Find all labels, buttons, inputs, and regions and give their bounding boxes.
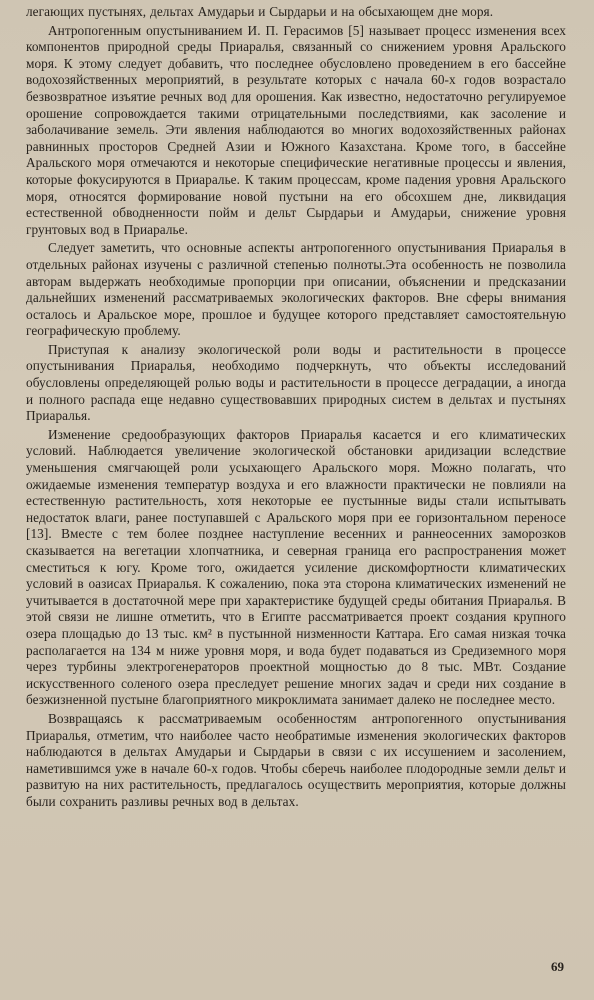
paragraph-anthropogenic-desertification: Антропогенным опустыниванием И. П. Герасимов [5] называет процесс изменения всех компонентов природной среды Приаралья, связанный со снижением уровня Аральского моря. К этому следует добавить, что последнее обусловлено проведением в его бассейне водохозяйственных мероприятий, в результате которых с начала 60-х годов возрастало безвозвратное изъятие речных вод для орошения. Как известно, недостаточно регулируемое орошение сопровождается такими отрицательными последствиями, как засоление и заболачивание земель. Эти явления наблюдаются во многих водохозяйственных районах равнинных просторов Средней Азии и Южного Казахстана. Кроме того, в бассейне Аральского моря отмечаются и некоторые специфические негативные процессы и явления, которые фокусируются в Приаралье. К таким процессам, кроме падения уровня Аральского моря, относятся формирование новой пустыни на его обсохшем дне, ликвидация естественной обводненности пойм и дельт Сырдарьи и Амударьи, снижение уровня грунтовых вод в Приаралье.: [26, 22, 566, 237]
paragraph-deltas: Возвращаясь к рассматриваемым особенностям антропогенного опустынивания Приаралья, отметим, что наиболее часто необратимые изменения экологических факторов наблюдаются в дельтах Амударьи и Сырдарьи в связи с их иссушением и засолением, наметившимся уже в начале 60-х годов. Чтобы сберечь наиболее плодородные земли дельт и развитую на них растительность, предлагалось осуществить мероприятия, которые должны были сохранить разливы речных вод в дельтах.: [26, 710, 566, 809]
body-text: [26, 4, 566, 811]
paragraph-water-vegetation-role: Приступая к анализу экологической роли воды и растительности в процессе опустынивания Приаралья, необходимо подчеркнуть, что объекты исследований обусловлены определяющей ролью воды и растительности в процессе деградации, а иногда и полного распада еще недавно существовавших природных систем в дельтах и пустынях Приаралья.: [26, 341, 566, 424]
page-number: 69: [551, 959, 564, 974]
paragraph-study-aspects: Следует заметить, что основные аспекты антропогенного опустынивания Приаралья в отдельных районах изучены с различной степенью полноты.Эта особенность не позволила авторам выдержать необходимые пропорции при описании, объяснении и предсказании дальнейших изменений рассматриваемых экологических факторов. Вне сферы внимания осталось и Аральское море, прошлое и будущее которого представляет самостоятельную географическую проблему.: [26, 240, 566, 339]
paragraph-climate-change: Изменение средообразующих факторов Приаралья касается и его климатических условий. Наблюдается увеличение экологической обстановки аридизации вследствие уменьшения смягчающей роли усыхающего Аральского моря. Можно полагать, что ожидаемые изменения температур воздуха и его влажности практически не повлияли на естественную растительность, хотя некоторые ее пустынные виды стали испытывать недостаток влаги, ранее поступавшей с Аральского моря при ее горизонтальном переносе [13]. Вместе с тем более позднее наступление весенних и раннеосенних заморозков сказывается на вегетации хлопчатника, и северная граница его распространения может сместиться к югу. Кроме того, ожидается усиление дискомфортности климатических условий в оазисах Приаралья. К сожалению, пока эта сторона климатических изменений не учитывается в достаточной мере при характеристике будущей среды обитания Приаралья. В этой связи не лишне отметить, что в Египте рассматривается проект создания крупного озера площадью до 13 тыс. км² в пустынной низменности Каттара. Его самая низкая точка располагается на 134 м ниже уровня моря, и вода будет подаваться из Средиземного моря через турбины электрогенераторов проектной мощностью до 8 тыс. МВт. Создание искусственного соленого озера преследует решение многих задач и среди них создание в безжизненной пустыне благоприятного микроклимата занимает далеко не последнее место.: [26, 426, 566, 708]
paragraph-continued: легающих пустынях, дельтах Амударьи и Сырдарьи и на обсыхающем дне моря.: [26, 4, 494, 19]
